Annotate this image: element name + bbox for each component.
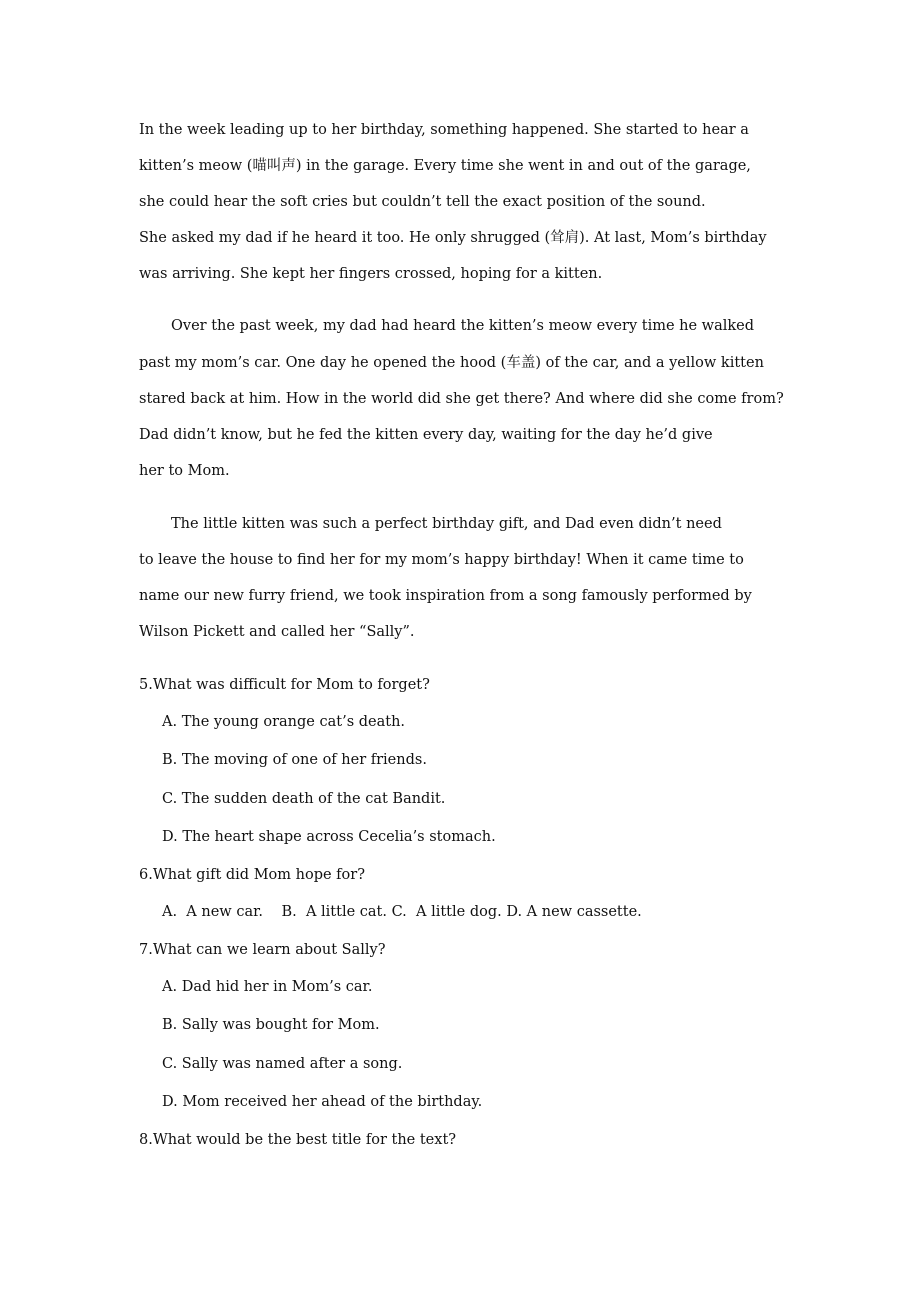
question-number: 5.	[139, 677, 153, 693]
paragraph-1-line-4: She asked my dad if he heard it too. He only shrugged (耸肩). At last, Mom’s birthday	[139, 230, 767, 246]
question-7-option-a: A. Dad hid her in Mom’s car.	[162, 979, 373, 995]
question-7-option-c: C. Sally was named after a song.	[162, 1056, 403, 1072]
question-text: What gift did Mom hope for?	[152, 867, 365, 883]
question-number: 6.	[139, 867, 153, 883]
paragraph-2-line-1: Over the past week, my dad had heard the kitten’s meow every time he walked	[171, 318, 755, 334]
paragraph-2-line-2: past my mom’s car. One day he opened the hood (车盖) of the car, and a yellow kitten	[139, 355, 764, 371]
paragraph-2-line-4: Dad didn’t know, but he fed the kitten every day, waiting for the day he’d give	[139, 427, 713, 443]
question-5-option-b: B. The moving of one of her friends.	[162, 752, 427, 768]
question-5-option-c: C. The sudden death of the cat Bandit.	[162, 791, 446, 807]
question-text: What was difficult for Mom to forget?	[152, 677, 430, 693]
question-5-option-d: D. The heart shape across Cecelia’s stomach.	[162, 829, 496, 845]
paragraph-1-line-5: was arriving. She kept her fingers crossed, hoping for a kitten.	[139, 266, 603, 282]
question-6	[139, 865, 365, 885]
question-text: What can we learn about Sally?	[152, 942, 386, 958]
paragraph-3-line-4: Wilson Pickett and called her “Sally”.	[139, 624, 415, 640]
paragraph-2-line-3: stared back at him. How in the world did she get there? And where did she come from?	[139, 391, 784, 407]
question-7-option-d: D. Mom received her ahead of the birthday.	[162, 1094, 483, 1110]
paragraph-1-line-2: kitten’s meow (喵叫声) in the garage. Every time she went in and out of the garage,	[139, 158, 751, 174]
question-7-option-b: B. Sally was bought for Mom.	[162, 1017, 380, 1033]
question-5-option-a: A. The young orange cat’s death.	[162, 714, 406, 730]
question-text: What would be the best title for the text?	[152, 1132, 457, 1148]
paragraph-1-line-1: In the week leading up to her birthday, something happened. She started to hear a	[139, 122, 749, 138]
question-number: 7.	[139, 942, 153, 958]
paragraph-3-line-3: name our new furry friend, we took inspiration from a song famously performed by	[139, 588, 752, 604]
paragraph-3-line-2: to leave the house to find her for my mom’s happy birthday! When it came time to	[139, 552, 744, 568]
question-number: 8.	[139, 1132, 153, 1148]
question-5	[139, 675, 430, 695]
question-8	[139, 1130, 456, 1150]
paragraph-2-line-5: her to Mom.	[139, 463, 230, 479]
question-7	[139, 940, 385, 960]
paragraph-3-line-1: The little kitten was such a perfect birthday gift, and Dad even didn’t need	[171, 516, 722, 532]
question-6-options: A. A new car. B. A little cat. C. A little dog. D. A new cassette.	[162, 904, 642, 920]
paragraph-1-line-3: she could hear the soft cries but couldn’t tell the exact position of the sound.	[139, 194, 706, 210]
